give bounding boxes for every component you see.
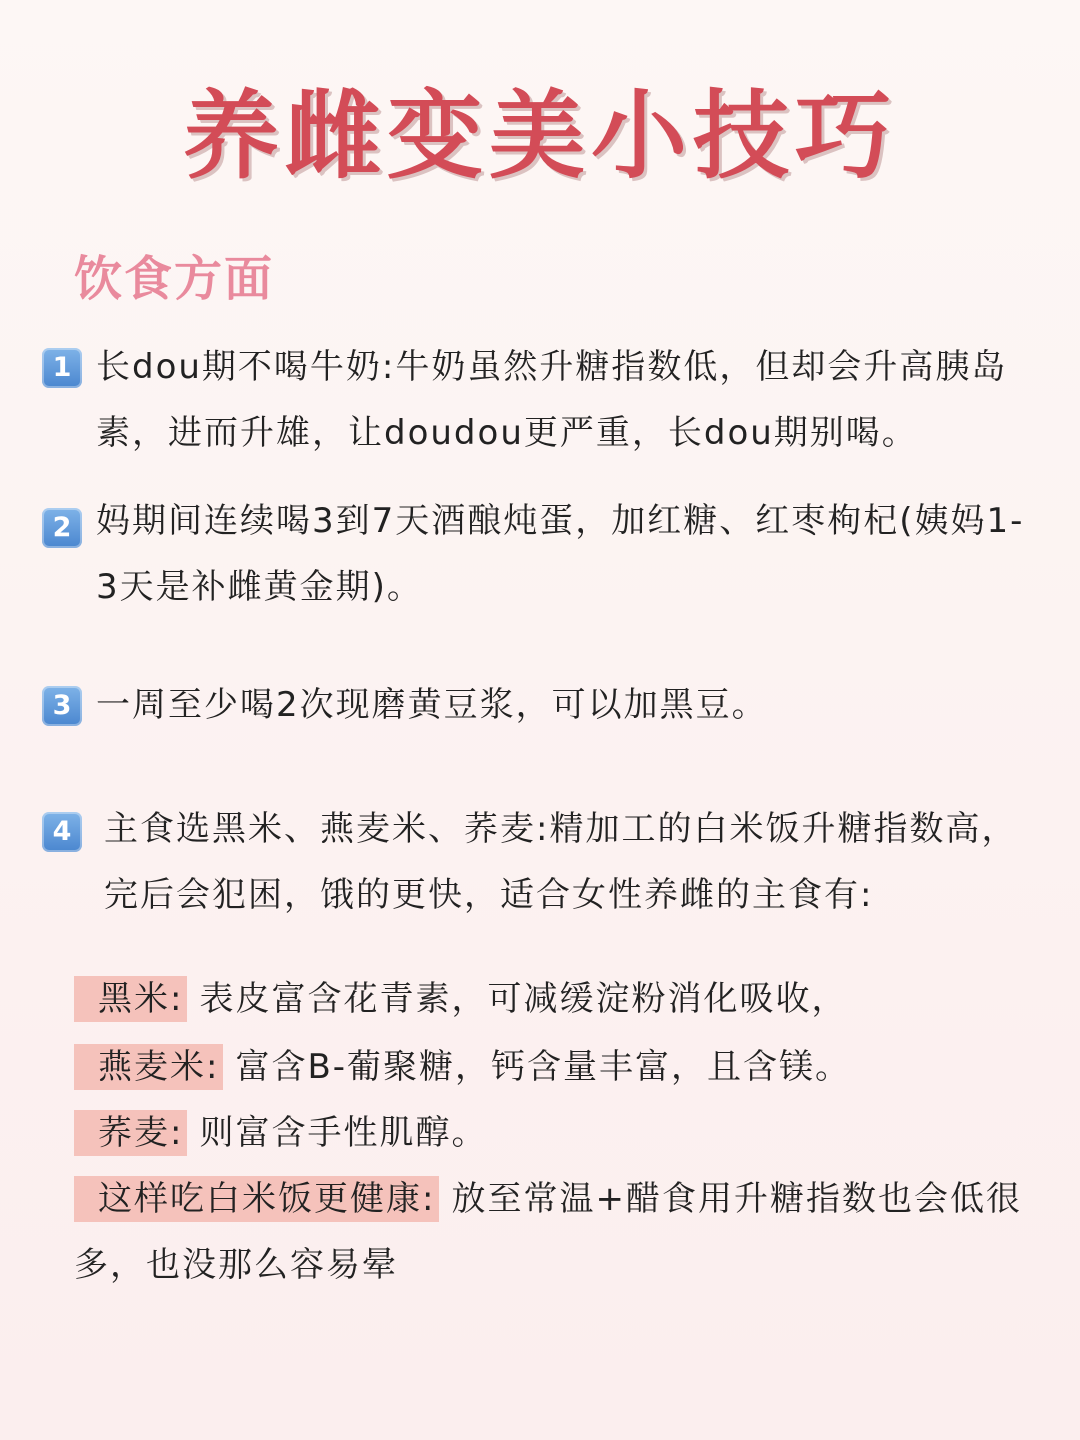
food-label: 黑米: [74,976,187,1022]
food-desc: 放至常温+醋食用升糖指数也会低很多，也没那么容易晕 [74,1179,1022,1285]
number-badge-icon: 2 [42,508,82,548]
food-label: 这样吃白米饭更健康: [74,1176,439,1222]
item-text: 长dou期不喝牛奶:牛奶虽然升糖指数低，但却会升高胰岛素，进而升雄，让doudou更严重，长dou期别喝。 [96,347,1008,453]
food-label: 燕麦米: [74,1044,223,1090]
food-desc: 富含B-葡聚糖，钙含量丰富，且含镁。 [235,1047,852,1087]
food-row [74,966,1034,1032]
item-text: 一周至少喝2次现磨黄豆浆，可以加黑豆。 [96,685,768,725]
page-title: 养雌变美小技巧 [183,80,897,192]
number-badge-icon: 3 [42,686,82,726]
food-row [74,1100,1034,1166]
food-desc: 表皮富含花青素，可减缓淀粉消化吸收， [199,979,848,1019]
food-desc: 则富含手性肌醇。 [199,1113,488,1153]
food-row [74,1034,1034,1100]
item-text: 妈期间连续喝3到7天酒酿炖蛋，加红糖、红枣枸杞(姨妈1-3天是补雌黄金期)。 [96,501,1025,607]
food-label: 荞麦: [74,1110,187,1156]
number-badge-icon: 4 [42,812,82,852]
section-heading: 饮食方面 [74,251,275,307]
item-text: 主食选黑米、燕麦米、荞麦:精加工的白米饭升糖指数高，完后会犯困，饿的更快，适合女性养雌的主食有: [104,809,1018,915]
number-badge-icon: 1 [42,348,82,388]
food-row [74,1166,1034,1298]
